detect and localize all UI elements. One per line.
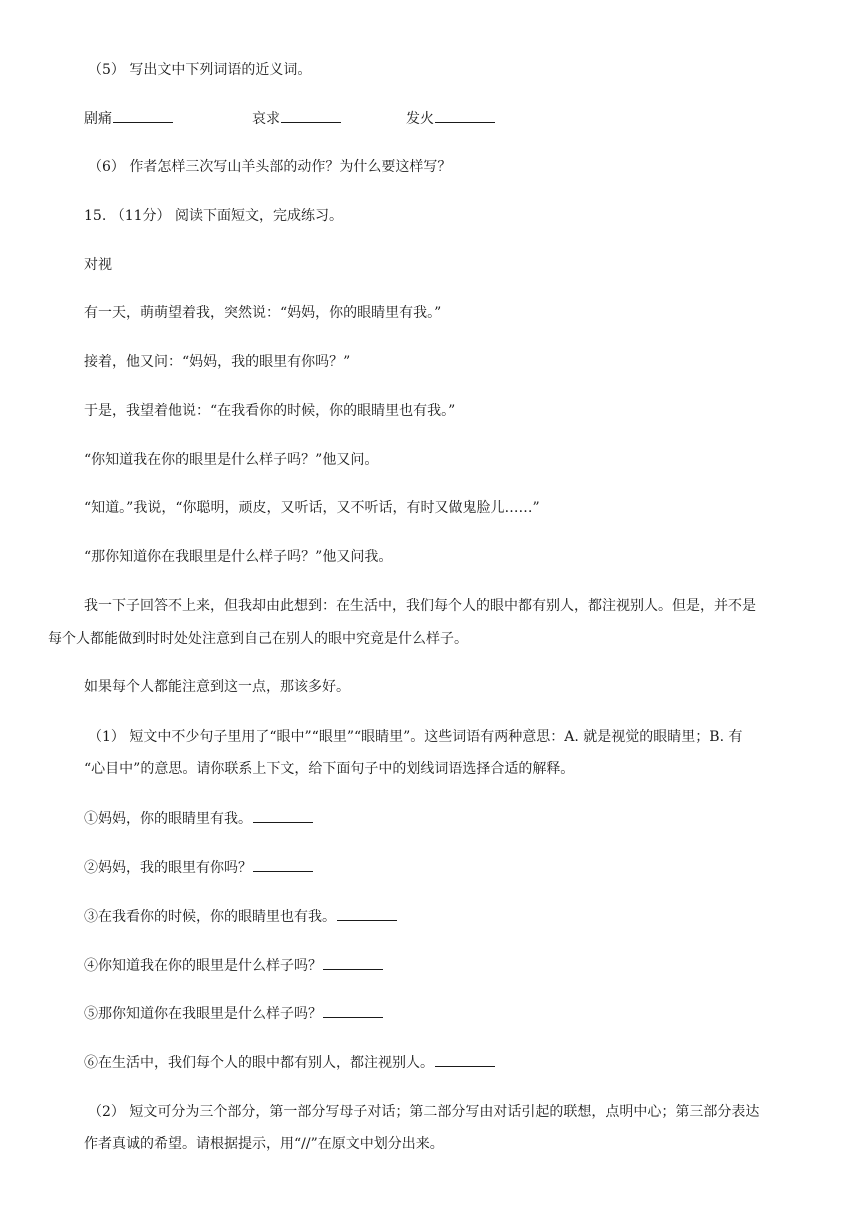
sub1-item: [84, 955, 383, 975]
sub1-item-text: ①妈妈，你的眼睛里有我。: [84, 811, 252, 827]
passage-paragraph-line: 我一下子回答不上来，但我却由此想到：在生活中，我们每个人的眼中都有别人，都注视别人。但是，并不是: [84, 598, 756, 614]
answer-blank[interactable]: [435, 108, 495, 123]
answer-blank[interactable]: [281, 108, 341, 123]
q5-prompt: （5） 写出文中下列词语的近义词。: [88, 62, 312, 78]
sub1-item: [84, 808, 313, 828]
sub1-item: [84, 1052, 495, 1072]
sub1-prompt-line: （1） 短文中不少句子里用了“眼中”“眼里”“眼睛里”。这些词语有两种意思：A. 就是视觉的眼睛里；B. 有: [88, 729, 743, 745]
passage-paragraph: 如果每个人都能注意到这一点，那该多好。: [84, 679, 350, 695]
answer-blank[interactable]: [435, 1052, 495, 1067]
answer-blank[interactable]: [113, 108, 173, 123]
sub1-item-text: ③在我看你的时候，你的眼睛里也有我。: [84, 909, 336, 925]
q6-prompt: （6） 作者怎样三次写山羊头部的动作？为什么要这样写？: [88, 159, 452, 175]
sub2-prompt-line: （2） 短文可分为三个部分，第一部分写母子对话；第二部分写由对话引起的联想，点明中心；第三部分表达: [88, 1104, 760, 1120]
answer-blank[interactable]: [253, 857, 313, 872]
passage-paragraph: 有一天，萌萌望着我，突然说：“妈妈，你的眼睛里有我。”: [84, 305, 442, 321]
sub1-item-text: ⑤那你知道你在我眼里是什么样子吗？: [84, 1006, 322, 1022]
passage-paragraph: “知道。”我说，“你聪明，顽皮，又听话，又不听话，有时又做鬼脸儿……”: [84, 500, 540, 516]
passage-title: 对视: [84, 257, 112, 273]
passage-paragraph-line: 每个人都能做到时时处处注意到自己在别人的眼中究竟是什么样子。: [48, 631, 468, 647]
sub1-item: [84, 906, 397, 926]
sub1-item-text: ⑥在生活中，我们每个人的眼中都有别人，都注视别人。: [84, 1055, 434, 1071]
sub1-item: [84, 857, 313, 877]
sub1-item: [84, 1003, 383, 1023]
answer-blank[interactable]: [323, 955, 383, 970]
answer-blank[interactable]: [337, 906, 397, 921]
synonym-item-2: [252, 108, 341, 129]
passage-paragraph: 接着，他又问：“妈妈，我的眼里有你吗？”: [84, 354, 351, 370]
answer-blank[interactable]: [323, 1003, 383, 1018]
synonym-word: 发火: [406, 111, 434, 127]
synonym-item-1: [84, 108, 173, 129]
synonym-word: 剧痛: [84, 111, 112, 127]
q15-header: 15. （11分） 阅读下面短文，完成练习。: [84, 208, 343, 224]
passage-paragraph: “那你知道你在我眼里是什么样子吗？”他又问我。: [84, 549, 393, 565]
synonym-word: 哀求: [252, 111, 280, 127]
answer-blank[interactable]: [253, 808, 313, 823]
sub1-item-text: ②妈妈，我的眼里有你吗？: [84, 860, 252, 876]
sub1-item-text: ④你知道我在你的眼里是什么样子吗？: [84, 958, 322, 974]
sub1-prompt-line: “心目中”的意思。请你联系上下文，给下面句子中的划线词语选择合适的解释。: [84, 761, 575, 777]
sub2-prompt-line: 作者真诚的希望。请根据提示，用“//”在原文中划分出来。: [84, 1136, 444, 1152]
synonym-item-3: [406, 108, 495, 129]
passage-paragraph: “你知道我在你的眼里是什么样子吗？”他又问。: [84, 452, 379, 468]
passage-paragraph: 于是，我望着他说：“在我看你的时候，你的眼睛里也有我。”: [84, 403, 456, 419]
